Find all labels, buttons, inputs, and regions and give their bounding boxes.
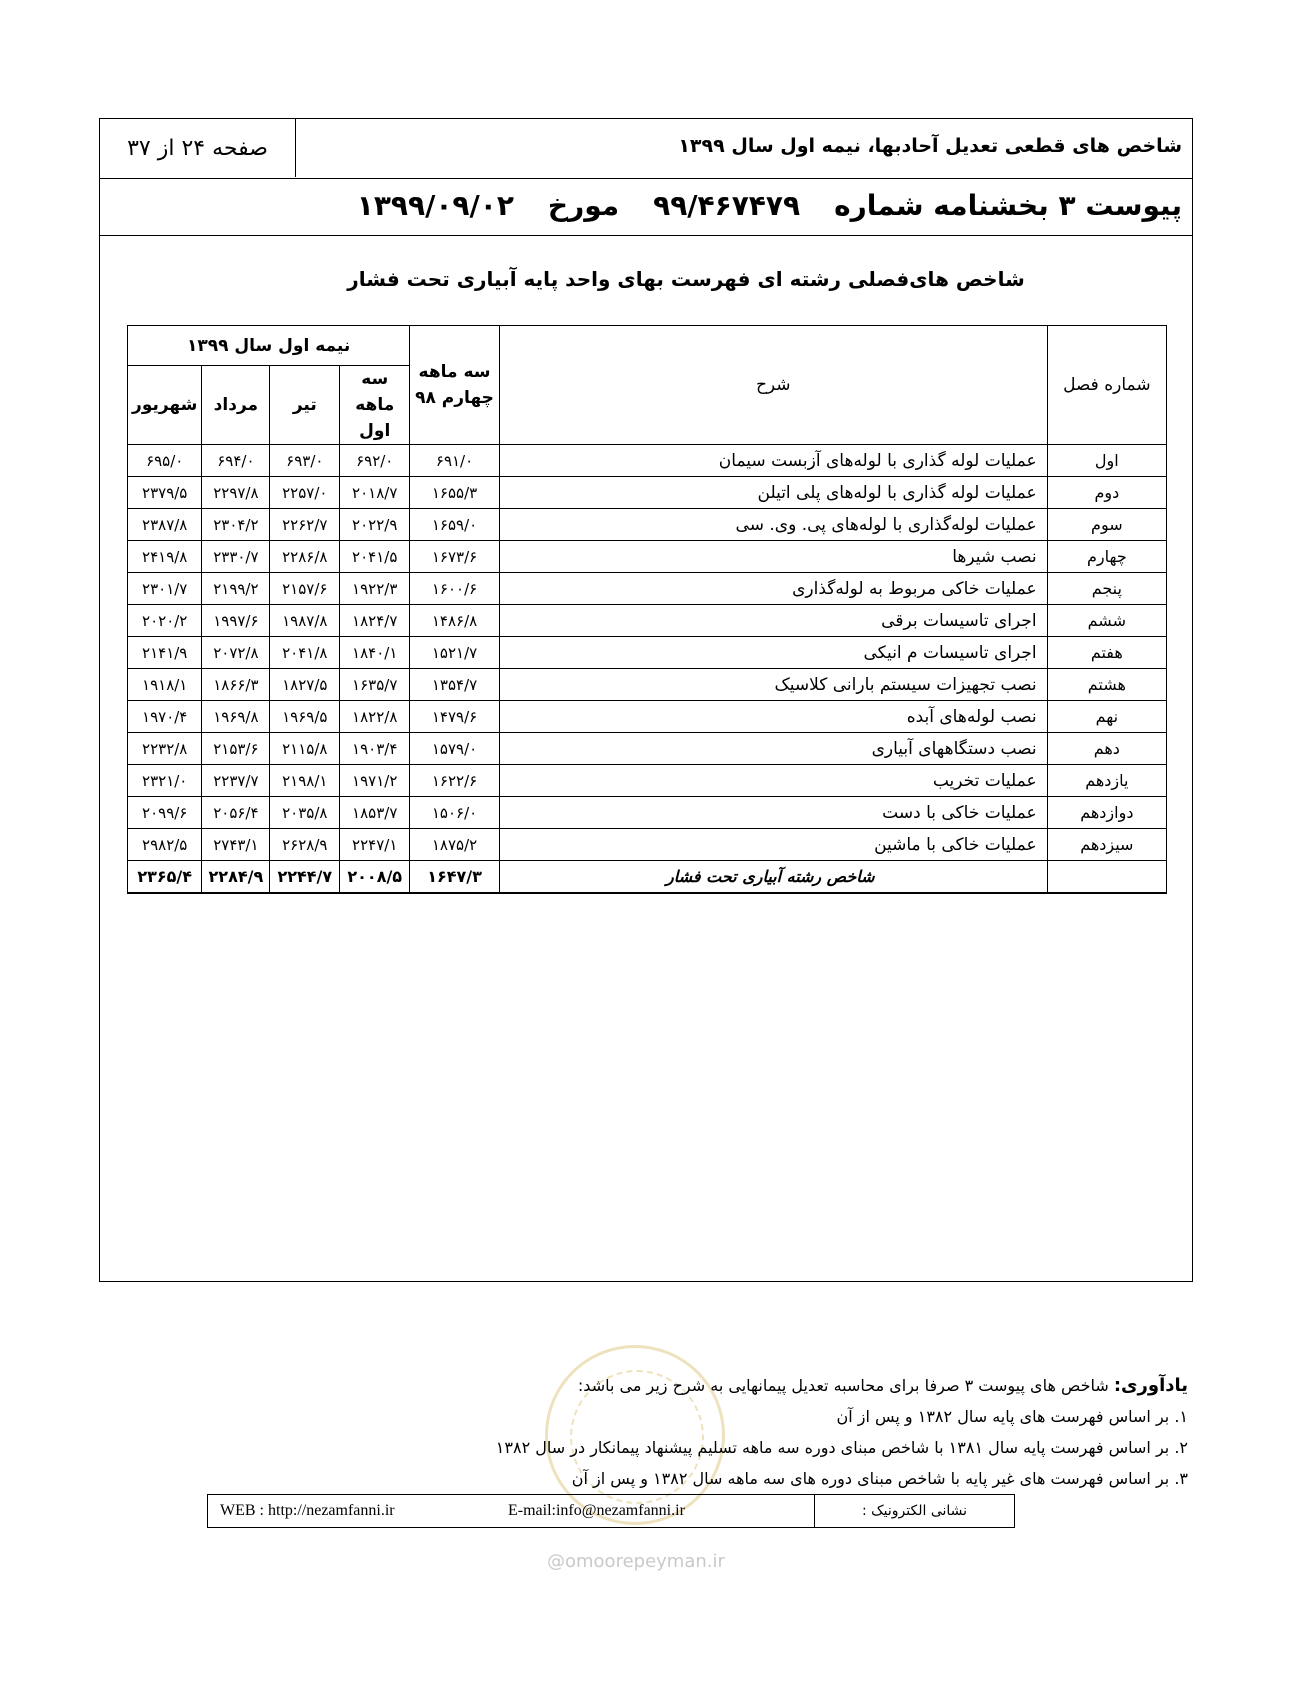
table-row [128, 637, 1167, 669]
total-description-cell: شاخص رشته آبیاری تحت فشار [499, 861, 1047, 894]
col-chapter-header: شماره فصل [1047, 326, 1166, 445]
annex-row [100, 179, 1192, 236]
description-cell: عملیات تخریب [499, 765, 1047, 797]
tir-cell: ۲۲۵۷/۰ [270, 477, 340, 509]
description-cell: عملیات لوله گذاری با لوله‌های آزبست سیمان [499, 445, 1047, 477]
contact-label: نشانی الکترونیک : [814, 1495, 1014, 1527]
q1-cell: ۱۹۷۱/۲ [340, 765, 410, 797]
q98-cell: ۱۴۷۹/۶ [410, 701, 500, 733]
shahrivar-cell: ۲۳۸۷/۸ [128, 509, 202, 541]
shahrivar-cell: ۲۰۹۹/۶ [128, 797, 202, 829]
q1-cell: ۱۸۵۳/۷ [340, 797, 410, 829]
total-mordad-cell: ۲۲۸۴/۹ [202, 861, 270, 894]
mordad-cell: ۱۸۶۶/۳ [202, 669, 270, 701]
mordad-cell: ۲۰۵۶/۴ [202, 797, 270, 829]
total-tir-cell: ۲۲۴۴/۷ [270, 861, 340, 894]
email-field [486, 1502, 685, 1520]
index-table [127, 325, 1167, 894]
shahrivar-cell: ۶۹۵/۰ [128, 445, 202, 477]
shahrivar-cell: ۲۳۲۱/۰ [128, 765, 202, 797]
q1-cell: ۶۹۲/۰ [340, 445, 410, 477]
mordad-cell: ۲۳۰۴/۲ [202, 509, 270, 541]
total-q98-cell: ۱۶۴۷/۳ [410, 861, 500, 894]
table-row [128, 605, 1167, 637]
circular-number: ۹۹/۴۶۷۴۷۹ [653, 189, 801, 222]
reminder-label: یادآوری: [1113, 1375, 1188, 1396]
table-row [128, 829, 1167, 861]
tir-cell: ۱۹۶۹/۵ [270, 701, 340, 733]
description-cell: عملیات خاکی با دست [499, 797, 1047, 829]
total-row [128, 861, 1167, 894]
reminder-item: ۲. بر اساس فهرست پایه سال ۱۳۸۱ با شاخص مبنای دوره سه ماهه تسلیم پیشنهاد پیمانکار در سال ۱۳۸۲ [495, 1438, 1188, 1457]
chapter-cell [1047, 861, 1166, 894]
mordad-cell: ۲۷۴۳/۱ [202, 829, 270, 861]
tir-cell: ۲۱۹۸/۱ [270, 765, 340, 797]
q1-cell: ۱۹۰۳/۴ [340, 733, 410, 765]
mordad-cell: ۱۹۶۹/۸ [202, 701, 270, 733]
tir-cell: ۱۹۸۷/۸ [270, 605, 340, 637]
page-number: صفحه ۲۴ از ۳۷ [100, 119, 296, 177]
q98-cell: ۱۳۵۴/۷ [410, 669, 500, 701]
chapter-cell: دوازدهم [1047, 797, 1166, 829]
q1-cell: ۲۲۴۷/۱ [340, 829, 410, 861]
q98-cell: ۱۵۰۶/۰ [410, 797, 500, 829]
description-cell: اجرای تاسیسات برقی [499, 605, 1047, 637]
q98-cell: ۱۶۲۲/۶ [410, 765, 500, 797]
email-label: E-mail: [508, 1502, 556, 1519]
description-cell: عملیات خاکی مربوط به لوله‌گذاری [499, 573, 1047, 605]
description-cell: نصب دستگاههای آبیاری [499, 733, 1047, 765]
chapter-cell: دوم [1047, 477, 1166, 509]
q98-cell: ۱۶۵۵/۳ [410, 477, 500, 509]
mordad-cell: ۲۰۷۲/۸ [202, 637, 270, 669]
col-mordad-header: مرداد [202, 366, 270, 445]
table-row [128, 445, 1167, 477]
q98-cell: ۱۶۰۰/۶ [410, 573, 500, 605]
description-cell: نصب لوله‌های آبده [499, 701, 1047, 733]
q98-cell: ۱۶۵۹/۰ [410, 509, 500, 541]
tir-cell: ۲۲۶۲/۷ [270, 509, 340, 541]
shahrivar-cell: ۱۹۷۰/۴ [128, 701, 202, 733]
table-row [128, 509, 1167, 541]
mordad-cell: ۲۲۳۷/۷ [202, 765, 270, 797]
website-link[interactable]: WEB : http://nezamfanni.ir [220, 1502, 395, 1519]
circular-date: ۱۳۹۹/۰۹/۰۲ [356, 189, 514, 222]
mordad-cell: ۶۹۴/۰ [202, 445, 270, 477]
chapter-cell: اول [1047, 445, 1166, 477]
chapter-cell: هفتم [1047, 637, 1166, 669]
document-title: شاخص های قطعی تعدیل آحادبها، نیمه اول سال ۱۳۹۹ [678, 135, 1182, 157]
q98-cell: ۱۶۷۳/۶ [410, 541, 500, 573]
description-cell: نصب تجهیزات سیستم بارانی کلاسیک [499, 669, 1047, 701]
reminder-note [496, 1370, 1188, 1494]
mordad-cell: ۱۹۹۷/۶ [202, 605, 270, 637]
description-cell: عملیات لوله گذاری با لوله‌های پلی اتیلن [499, 477, 1047, 509]
q98-cell: ۶۹۱/۰ [410, 445, 500, 477]
q98-cell: ۱۵۷۹/۰ [410, 733, 500, 765]
tir-cell: ۲۱۵۷/۶ [270, 573, 340, 605]
table-body [128, 445, 1167, 894]
tir-cell: ۲۱۱۵/۸ [270, 733, 340, 765]
chapter-cell: دهم [1047, 733, 1166, 765]
q1-cell: ۱۶۳۵/۷ [340, 669, 410, 701]
col-shahrivar-header: شهریور [128, 366, 202, 445]
q1-cell: ۱۸۲۴/۷ [340, 605, 410, 637]
chapter-cell: نهم [1047, 701, 1166, 733]
mordad-cell: ۲۱۹۹/۲ [202, 573, 270, 605]
col-q98-header: سه ماهه چهارم ۹۸ [410, 326, 500, 445]
q98-cell: ۱۴۸۶/۸ [410, 605, 500, 637]
dated-label: مورخ [547, 189, 620, 222]
table-row [128, 541, 1167, 573]
shahrivar-cell: ۲۳۷۹/۵ [128, 477, 202, 509]
tir-cell: ۲۰۳۵/۸ [270, 797, 340, 829]
annex-heading [323, 189, 1182, 222]
shahrivar-cell: ۲۲۳۲/۸ [128, 733, 202, 765]
tir-cell: ۱۸۲۷/۵ [270, 669, 340, 701]
q98-cell: ۱۵۲۱/۷ [410, 637, 500, 669]
q1-cell: ۱۸۲۲/۸ [340, 701, 410, 733]
col-tir-header: تیر [270, 366, 340, 445]
chapter-cell: هشتم [1047, 669, 1166, 701]
header-row [100, 119, 1192, 179]
table-title: شاخص های‌فصلی رشته ای فهرست بهای واحد پایه آبیاری تحت فشار [347, 267, 1025, 291]
shahrivar-cell: ۲۰۲۰/۲ [128, 605, 202, 637]
chapter-cell: یازدهم [1047, 765, 1166, 797]
tir-cell: ۲۲۸۶/۸ [270, 541, 340, 573]
q1-cell: ۱۹۲۲/۳ [340, 573, 410, 605]
reminder-intro: شاخص های پیوست ۳ صرفا برای محاسبه تعدیل پیمانهایی به شرح زیر می باشد: [577, 1376, 1109, 1395]
chapter-cell: پنجم [1047, 573, 1166, 605]
annex-label: پیوست ۳ بخشنامه شماره [834, 189, 1182, 222]
shahrivar-cell: ۲۹۸۲/۵ [128, 829, 202, 861]
tir-cell: ۲۰۴۱/۸ [270, 637, 340, 669]
table-row [128, 573, 1167, 605]
tir-cell: ۶۹۳/۰ [270, 445, 340, 477]
table-row [128, 733, 1167, 765]
chapter-cell: چهارم [1047, 541, 1166, 573]
q1-cell: ۱۸۴۰/۱ [340, 637, 410, 669]
q98-cell: ۱۸۷۵/۲ [410, 829, 500, 861]
description-cell: عملیات خاکی با ماشین [499, 829, 1047, 861]
col-q1-header: سه ماهه اول [340, 366, 410, 445]
description-cell: نصب شیرها [499, 541, 1047, 573]
table-row [128, 765, 1167, 797]
shahrivar-cell: ۲۴۱۹/۸ [128, 541, 202, 573]
email-link[interactable]: info@nezamfanni.ir [555, 1502, 685, 1519]
col-desc-header: شرح [499, 326, 1047, 445]
chapter-cell: سیزدهم [1047, 829, 1166, 861]
shahrivar-cell: ۲۳۰۱/۷ [128, 573, 202, 605]
mordad-cell: ۲۲۹۷/۸ [202, 477, 270, 509]
q1-cell: ۲۰۴۱/۵ [340, 541, 410, 573]
shahrivar-cell: ۱۹۱۸/۱ [128, 669, 202, 701]
reminder-item: ۳. بر اساس فهرست های غیر پایه با شاخص مبنای دوره های سه ماهه سال ۱۳۸۲ و پس از آن [571, 1469, 1188, 1488]
total-q1-cell: ۲۰۰۸/۵ [340, 861, 410, 894]
document-frame [99, 118, 1193, 1282]
watermark-text: @omoorepeyman.ir [547, 1551, 725, 1572]
table-row [128, 669, 1167, 701]
q1-cell: ۲۰۱۸/۷ [340, 477, 410, 509]
reminder-item: ۱. بر اساس فهرست های پایه سال ۱۳۸۲ و پس از آن [836, 1407, 1188, 1426]
description-cell: اجرای تاسیسات م انیکی [499, 637, 1047, 669]
contact-box [207, 1494, 1015, 1528]
chapter-cell: ششم [1047, 605, 1166, 637]
table-row [128, 797, 1167, 829]
mordad-cell: ۲۱۵۳/۶ [202, 733, 270, 765]
mordad-cell: ۲۳۳۰/۷ [202, 541, 270, 573]
q1-cell: ۲۰۲۲/۹ [340, 509, 410, 541]
tir-cell: ۲۶۲۸/۹ [270, 829, 340, 861]
chapter-cell: سوم [1047, 509, 1166, 541]
description-cell: عملیات لوله‌گذاری با لوله‌های پی. وی. سی [499, 509, 1047, 541]
total-shahrivar-cell: ۲۳۶۵/۴ [128, 861, 202, 894]
shahrivar-cell: ۲۱۴۱/۹ [128, 637, 202, 669]
group-header-1399: نیمه اول سال ۱۳۹۹ [128, 326, 410, 366]
table-row [128, 477, 1167, 509]
table-row [128, 701, 1167, 733]
